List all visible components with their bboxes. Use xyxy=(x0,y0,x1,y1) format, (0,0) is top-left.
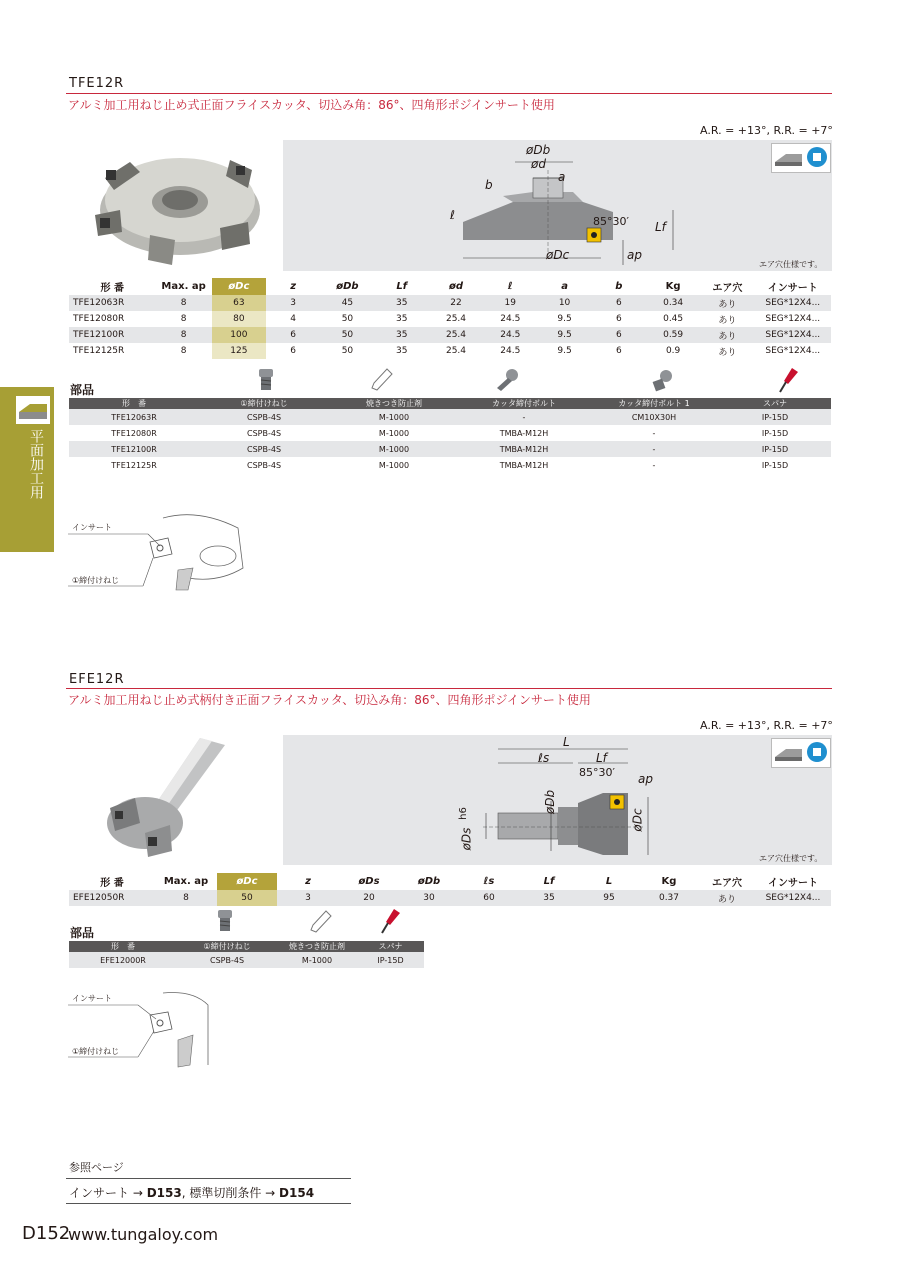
cell: M-1000 xyxy=(378,428,410,438)
cell: CSPB-4S xyxy=(246,428,282,438)
side-tab[interactable] xyxy=(0,387,54,552)
col-header: ℓ xyxy=(507,281,513,292)
dim-Lf: Lf xyxy=(655,220,666,234)
cell: 3 xyxy=(266,295,320,311)
col-header: øDc xyxy=(217,873,277,890)
section-subtitle-efe: アルミ加工用ねじ止め式柄付き正面フライスカッタ、切込み角：86°、四角形ポジインサート使用 xyxy=(68,693,591,707)
cell: TMBA-M12H xyxy=(499,428,549,438)
dim-Db: øDb xyxy=(543,789,558,815)
cell: IP-15D xyxy=(719,441,831,457)
cell: 35 xyxy=(375,295,429,311)
col-header: カッタ締付ボルト xyxy=(459,398,589,409)
cell: M-1000 xyxy=(329,409,459,425)
cell: TFE12063R xyxy=(69,295,155,311)
link-page: D153 xyxy=(146,1186,182,1200)
cell: TFE12080R xyxy=(111,428,157,438)
cell: 8 xyxy=(155,327,211,343)
parts-header-row xyxy=(69,941,424,952)
cell: 6 xyxy=(266,327,320,343)
cell: 6 xyxy=(615,314,622,324)
dim-Ds: øDs xyxy=(459,827,474,851)
cell: IP-15D xyxy=(761,428,789,438)
cell: 0.45 xyxy=(663,314,684,324)
cell: SEG*12X4... xyxy=(765,314,821,324)
cell: 8 xyxy=(155,295,211,311)
anti-seize-tube-icon xyxy=(310,910,332,934)
cell: M-1000 xyxy=(329,441,459,457)
anti-seize-tube-icon xyxy=(371,368,393,392)
section-divider xyxy=(66,688,832,689)
cell: 30 xyxy=(399,890,459,906)
col-header: 形 番 xyxy=(69,398,199,409)
dim-b: b xyxy=(485,178,493,192)
table-row[interactable] xyxy=(69,425,831,441)
cell: 80 xyxy=(212,311,266,327)
cell: - xyxy=(459,409,589,425)
screw-icon xyxy=(215,908,235,932)
cell: 50 xyxy=(320,327,374,343)
cell: 9.5 xyxy=(537,327,591,343)
cell: - xyxy=(652,460,656,470)
cell: 24.5 xyxy=(500,314,521,324)
col-header: 形 番 xyxy=(100,878,124,889)
col-header: カッタ締付ボルト 1 xyxy=(589,398,719,409)
link-page: D154 xyxy=(279,1186,315,1200)
cell: 25.4 xyxy=(445,314,467,324)
side-tab-label: 平面加工用 xyxy=(28,429,44,499)
cell: 63 xyxy=(212,295,266,311)
table-row[interactable] xyxy=(69,295,831,311)
col-header: z xyxy=(290,281,297,292)
cell: TFE12125R xyxy=(111,460,157,470)
cell: 0.34 xyxy=(646,295,700,311)
cell: TFE12063R xyxy=(69,409,199,425)
tfe-dimension-drawing xyxy=(283,140,832,271)
efe-assembly-sketch xyxy=(68,985,218,1075)
cell: CSPB-4S xyxy=(199,409,329,425)
dim-h6: h6 xyxy=(457,807,469,820)
reference-divider-bottom xyxy=(66,1203,351,1204)
tfe-spec-header-row xyxy=(69,278,831,295)
cell: SEG*12X4... xyxy=(755,295,831,311)
cell: 100 xyxy=(212,327,266,343)
cell: 9.5 xyxy=(557,346,572,356)
table-row[interactable] xyxy=(69,890,831,906)
cell: TFE12125R xyxy=(73,346,125,356)
efe-dimension-drawing xyxy=(283,735,832,865)
cell: 50 xyxy=(341,314,354,324)
col-header: ①締付けねじ xyxy=(199,398,329,409)
dim-Dc: øDc xyxy=(546,248,570,262)
reference-link-cutting[interactable] xyxy=(189,1186,314,1200)
cell: 50 xyxy=(217,890,277,906)
dim-ls: ℓs xyxy=(538,751,550,765)
cell: あり xyxy=(700,327,754,343)
cell: 19 xyxy=(483,295,537,311)
rake-angles: A.R. = +13°, R.R. = +7° xyxy=(700,124,833,137)
cell: IP-15D xyxy=(357,952,424,968)
col-header: Lf xyxy=(543,876,555,887)
dim-ap: ap xyxy=(627,248,642,262)
cell: SEG*12X4... xyxy=(755,327,831,343)
tfe-parts-table xyxy=(69,398,831,473)
col-header: Kg xyxy=(665,281,681,292)
cell: 60 xyxy=(459,890,519,906)
col-header: Max. ap xyxy=(163,876,209,887)
wrench-icon xyxy=(778,367,800,393)
reference-link-insert[interactable] xyxy=(69,1186,189,1200)
table-row[interactable] xyxy=(69,457,831,473)
tfe-cutter-image xyxy=(80,140,265,270)
air-hole-note: エア穴仕様です。 xyxy=(759,260,823,269)
dim-a: a xyxy=(558,170,566,184)
cell: EFE12050R xyxy=(69,890,155,906)
col-header: b xyxy=(615,281,623,292)
link-prefix: インサート → xyxy=(69,1186,147,1200)
cell: IP-15D xyxy=(761,460,789,470)
col-header: Kg xyxy=(661,876,677,887)
link-prefix: 標準切削条件 → xyxy=(189,1186,280,1200)
cell: 0.37 xyxy=(639,890,699,906)
cell: IP-15D xyxy=(719,409,831,425)
tfe-spec-table xyxy=(69,278,831,359)
cell: 8 xyxy=(180,346,187,356)
cell: 125 xyxy=(212,343,266,359)
cell: 50 xyxy=(341,346,354,356)
dim-l: ℓ xyxy=(450,208,455,222)
section-title-tfe: TFE12R xyxy=(69,76,125,91)
dim-angle: 85°30′ xyxy=(593,215,629,228)
cell: あり xyxy=(718,347,737,358)
callout-insert: インサート xyxy=(72,523,112,532)
cell: 35 xyxy=(395,314,408,324)
col-header: エア穴 xyxy=(712,878,742,889)
link-sep: , xyxy=(181,1186,190,1200)
bolt-1-icon xyxy=(650,368,674,392)
dim-angle: 85°30′ xyxy=(579,766,615,779)
dim-d: ød xyxy=(531,157,546,171)
table-row[interactable] xyxy=(69,441,831,457)
cell: CSPB-4S xyxy=(177,952,277,968)
cell: 9.5 xyxy=(557,314,572,324)
dim-Db: øDb xyxy=(526,143,551,157)
cell: 45 xyxy=(320,295,374,311)
parts-title: 部品 xyxy=(70,926,95,940)
col-header: a xyxy=(561,281,568,292)
callout-insert: インサート xyxy=(72,994,112,1003)
cell: 6 xyxy=(592,327,646,343)
parts-title: 部品 xyxy=(70,383,95,397)
reference-links xyxy=(69,1184,314,1201)
callout-screw: ①締付けねじ xyxy=(72,1047,120,1056)
cell: 8 xyxy=(180,314,187,324)
cell: 25.4 xyxy=(445,346,467,356)
cell: あり xyxy=(700,295,754,311)
col-header: 形 番 xyxy=(100,283,124,294)
cell: TMBA-M12H xyxy=(499,460,549,470)
col-header: インサート xyxy=(767,283,818,294)
cell: TFE12080R xyxy=(73,314,125,324)
cell: あり xyxy=(718,315,737,326)
efe-parts-table xyxy=(69,941,424,968)
page-number: D152 xyxy=(22,1223,71,1244)
cell: 0.59 xyxy=(646,327,700,343)
footer-url[interactable]: www.tungaloy.com xyxy=(68,1225,219,1244)
col-header: øDc xyxy=(212,278,266,295)
cell: - xyxy=(652,428,656,438)
col-header: Lf xyxy=(396,281,408,292)
cell: 25.4 xyxy=(429,327,483,343)
table-row[interactable] xyxy=(69,327,831,343)
table-row[interactable] xyxy=(69,409,831,425)
cell: 3 xyxy=(277,890,339,906)
cell: 22 xyxy=(429,295,483,311)
cell: TMBA-M12H xyxy=(459,441,589,457)
cell: TFE12100R xyxy=(69,441,199,457)
coolant-icon xyxy=(771,143,831,173)
cell: CSPB-4S xyxy=(199,441,329,457)
rake-angles: A.R. = +13°, R.R. = +7° xyxy=(700,719,833,732)
cell: 8 xyxy=(155,890,217,906)
parts-header-row xyxy=(69,398,831,409)
cell: 24.5 xyxy=(483,327,537,343)
col-header: エア穴 xyxy=(712,283,743,294)
col-header: z xyxy=(305,876,311,887)
cell: 35 xyxy=(375,327,429,343)
wrench-icon xyxy=(380,908,402,934)
efe-spec-table xyxy=(69,873,831,906)
cell: 6 xyxy=(615,346,622,356)
col-header: øDb xyxy=(336,281,359,292)
bolt-icon xyxy=(495,368,519,392)
cell: 20 xyxy=(339,890,399,906)
cell: M-1000 xyxy=(378,460,410,470)
table-row[interactable] xyxy=(69,343,831,359)
col-header: øDb xyxy=(417,876,441,887)
cell: 0.9 xyxy=(665,346,681,356)
air-hole-note: エア穴仕様です。 xyxy=(759,854,823,863)
col-header: スパナ xyxy=(719,398,831,409)
tfe-assembly-sketch xyxy=(68,508,248,603)
cell: 4 xyxy=(290,314,297,324)
table-row[interactable] xyxy=(69,311,831,327)
cell: 6 xyxy=(592,295,646,311)
section-divider xyxy=(66,93,832,94)
col-header: ①締付けねじ xyxy=(177,941,277,952)
cell: - xyxy=(589,441,719,457)
cell: SEG*12X4... xyxy=(765,346,821,356)
reference-title: 参照ページ xyxy=(69,1161,124,1174)
col-header: 焼きつき防止剤 xyxy=(329,398,459,409)
table-row[interactable] xyxy=(69,952,424,968)
col-header: 形 番 xyxy=(69,941,177,952)
coolant-icon xyxy=(771,738,831,768)
col-header: 焼きつき防止剤 xyxy=(277,941,357,952)
cell: CM10X30H xyxy=(589,409,719,425)
screw-icon xyxy=(256,367,276,391)
cell: EFE12000R xyxy=(69,952,177,968)
reference-divider xyxy=(66,1178,351,1179)
cell: SEG*12X4... xyxy=(755,890,831,906)
section-subtitle-tfe: アルミ加工用ねじ止め式正面フライスカッタ、切込み角：86°、四角形ポジインサート使用 xyxy=(68,98,555,112)
col-header: スパナ xyxy=(357,941,424,952)
cell: 6 xyxy=(290,346,297,356)
dim-L: L xyxy=(563,735,570,749)
dim-Dc: øDc xyxy=(630,808,645,832)
cell: CSPB-4S xyxy=(246,460,282,470)
section-title-efe: EFE12R xyxy=(69,672,125,687)
milling-icon xyxy=(16,396,50,424)
cell: 95 xyxy=(579,890,639,906)
col-header: øDs xyxy=(358,876,380,887)
cell: 10 xyxy=(537,295,591,311)
col-header: Max. ap xyxy=(161,281,206,292)
efe-spec-header-row xyxy=(69,873,831,890)
dim-ap: ap xyxy=(638,772,653,786)
cell: 35 xyxy=(395,346,408,356)
cell: M-1000 xyxy=(277,952,357,968)
cell: あり xyxy=(699,890,755,906)
efe-cutter-image xyxy=(100,733,240,863)
dim-Lf: Lf xyxy=(596,751,607,765)
cell: 35 xyxy=(519,890,579,906)
cell: TFE12100R xyxy=(69,327,155,343)
col-header: L xyxy=(605,876,613,887)
cell: 24.5 xyxy=(500,346,521,356)
callout-screw: ①締付けねじ xyxy=(72,576,120,585)
col-header: ød xyxy=(448,281,464,292)
col-header: ℓs xyxy=(483,876,495,887)
col-header: インサート xyxy=(768,878,818,889)
